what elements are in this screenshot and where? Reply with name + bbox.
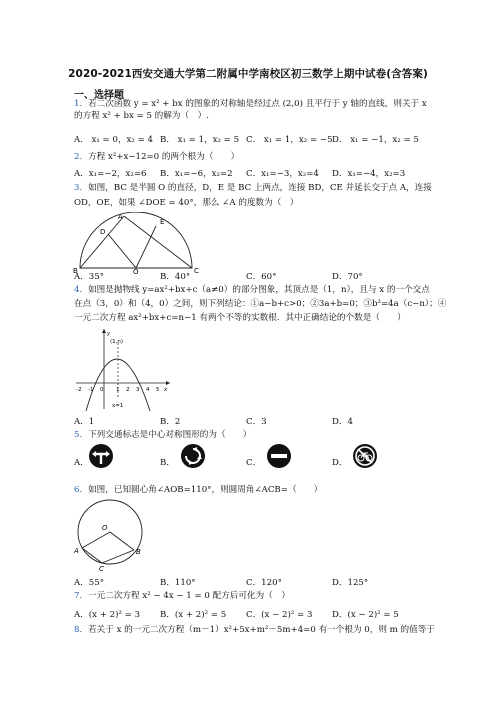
q6-option-b[interactable]: B．110° bbox=[160, 578, 196, 588]
q6-option-a[interactable]: A．55° bbox=[74, 578, 105, 588]
section-heading: 一、选择题 bbox=[74, 90, 124, 101]
q7-option-b[interactable]: B．(x + 2)² = 5 bbox=[160, 610, 227, 620]
q4-option-a[interactable]: A．1 bbox=[74, 417, 95, 427]
q6-circle-figure bbox=[72, 498, 152, 572]
q6-option-c[interactable]: C．120° bbox=[246, 578, 282, 588]
q4-number: 4． bbox=[74, 285, 89, 295]
q6-options bbox=[74, 576, 430, 588]
q3-option-c[interactable]: C．60° bbox=[246, 272, 277, 282]
q4-tick-3: 3 bbox=[136, 387, 140, 393]
q1-option-c[interactable]: C． x₁ = 1，x₂ = −5 bbox=[246, 135, 333, 145]
q4-tick-1: 1 bbox=[116, 387, 120, 393]
q1-option-d[interactable]: D． x₁ = −1，x₂ = 5 bbox=[332, 135, 419, 145]
q3-options bbox=[74, 270, 430, 282]
q4-tick-2: 2 bbox=[126, 387, 130, 393]
q4-y-axis-label: y bbox=[107, 331, 111, 337]
roundabout-sign-icon bbox=[180, 443, 206, 469]
q4-tick-m1: -1 bbox=[88, 387, 94, 393]
turn-sign-icon bbox=[88, 443, 114, 469]
q4-vertex-label: (1,n) bbox=[110, 339, 124, 345]
q1-option-b[interactable]: B． x₁ = 1，x₂ = 5 bbox=[160, 135, 240, 145]
q3-label-c: C bbox=[194, 267, 199, 274]
q6-number: 6． bbox=[74, 485, 89, 495]
q7-number: 7． bbox=[74, 591, 89, 601]
q5-line1: 5．下列交通标志是中心对称图形的为（ ） bbox=[74, 430, 252, 440]
q3-label-d: D bbox=[100, 228, 106, 236]
q5-option-b[interactable]: B． bbox=[160, 458, 175, 468]
q1-line1: 1．若二次函数 y = x² + bx 的图象的对称轴是经过点 (2,0) 且平行于 y 轴的直线，则关于 x bbox=[74, 99, 427, 109]
q7-option-c[interactable]: C．(x − 2)² = 3 bbox=[246, 610, 313, 620]
page-title: 2020-2021西安交通大学第二附属中学南校区初三数学上期中试卷(含答案) bbox=[68, 68, 428, 80]
q1-number: 1． bbox=[74, 99, 89, 109]
q4-option-c[interactable]: C．3 bbox=[246, 417, 267, 427]
q4-parabola-graph bbox=[72, 327, 172, 411]
q2-number: 2． bbox=[74, 152, 89, 162]
q3-label-e: E bbox=[160, 218, 165, 226]
q3-line1: 3．如图，BC 是半圆 O 的直径，D，E 是 BC 上两点，连接 BD，CE 并延长交于点 A，连接 bbox=[74, 183, 432, 193]
q2-line1: 2．方程 x²+x−12=0 的两个根为（ ） bbox=[74, 152, 240, 162]
q3-option-a[interactable]: A．35° bbox=[74, 272, 105, 282]
q1-options bbox=[74, 133, 430, 145]
q5-number: 5． bbox=[74, 430, 89, 440]
q4-line1: 4．如图是抛物线 y=ax²+bx+c（a≠0）的部分图象，其顶点是（1，n），且与 x 的一个交点 bbox=[74, 285, 430, 295]
q2-option-d[interactable]: D．x₁=−4，x₂=3 bbox=[332, 169, 406, 179]
q6-label-b: B bbox=[136, 548, 141, 556]
q1-option-a[interactable]: A． x₁ = 0，x₂ = 4 bbox=[74, 135, 153, 145]
q4-x-axis-label: x bbox=[164, 387, 168, 393]
q3-line2: OD，OE，如果 ∠DOE = 40°，那么 ∠A 的度数为（ ） bbox=[74, 198, 299, 208]
q3-number: 3． bbox=[74, 183, 89, 193]
q6-option-d[interactable]: D．125° bbox=[332, 578, 369, 588]
q5-option-a[interactable]: A． bbox=[74, 458, 89, 468]
q6-line1: 6．如图，已知圆心角∠AOB=110°，则圆周角∠ACB=（ ） bbox=[74, 485, 323, 495]
q6-label-a: A bbox=[74, 547, 79, 555]
no-bicycle-sign-icon bbox=[352, 443, 378, 469]
q5-option-c[interactable]: C． bbox=[246, 458, 262, 468]
q2-option-b[interactable]: B．x₁=−6，x₂=2 bbox=[160, 169, 233, 179]
q4-tick-m2: -2 bbox=[76, 387, 82, 393]
q7-line1: 7．一元二次方程 x² − 4x − 1 = 0 配方后可化为（ ） bbox=[74, 591, 290, 601]
q4-tick-4: 4 bbox=[146, 387, 150, 393]
q6-label-o: O bbox=[102, 524, 108, 532]
q4-line2: 在点（3，0）和（4，0）之间，则下列结论：①a−b+c>0；②3a+b=0；③b²=4a（c−n）；④ bbox=[74, 299, 447, 309]
q7-option-a[interactable]: A．(x + 2)² = 3 bbox=[74, 610, 141, 620]
q8-number: 8． bbox=[74, 625, 89, 635]
q3-label-o: O bbox=[133, 268, 139, 274]
q8-line1: 8．若关于 x 的一元二次方程（m－1）x²+5x+m²－5m+4=0 有一个根为 0，则 m 的值等于 bbox=[74, 625, 435, 635]
q4-option-b[interactable]: B．2 bbox=[160, 417, 181, 427]
q2-option-a[interactable]: A．x₁=−2，x₂=6 bbox=[74, 169, 147, 179]
q1-line2: 的方程 x² + bx = 5 的解为（ ）. bbox=[74, 111, 209, 121]
q5-option-d[interactable]: D． bbox=[332, 458, 348, 468]
q4-tick-5: 5 bbox=[156, 387, 160, 393]
q4-option-d[interactable]: D．4 bbox=[332, 417, 353, 427]
q3-option-b[interactable]: B．40° bbox=[160, 272, 191, 282]
q7-option-d[interactable]: D．(x − 2)² = 5 bbox=[332, 610, 399, 620]
q7-options bbox=[74, 608, 430, 620]
q3-semicircle-figure bbox=[72, 212, 202, 274]
q4-line3: 一元二次方程 ax²+bx+c=n−1 有两个不等的实数根．其中正确结论的个数是（ ） bbox=[74, 313, 406, 323]
q2-options bbox=[74, 167, 430, 179]
q2-option-c[interactable]: C．x₁=−3，x₂=4 bbox=[246, 169, 319, 179]
q4-options bbox=[74, 415, 430, 427]
q4-tick-0: 0 bbox=[100, 387, 104, 393]
q3-option-d[interactable]: D．70° bbox=[332, 272, 363, 282]
q3-label-b: B bbox=[73, 267, 78, 274]
q4-axis-of-symmetry-label: x=1 bbox=[112, 403, 124, 409]
q6-label-c: C bbox=[99, 565, 104, 572]
no-entry-sign-icon bbox=[266, 443, 292, 469]
q3-label-a: A bbox=[118, 213, 123, 221]
